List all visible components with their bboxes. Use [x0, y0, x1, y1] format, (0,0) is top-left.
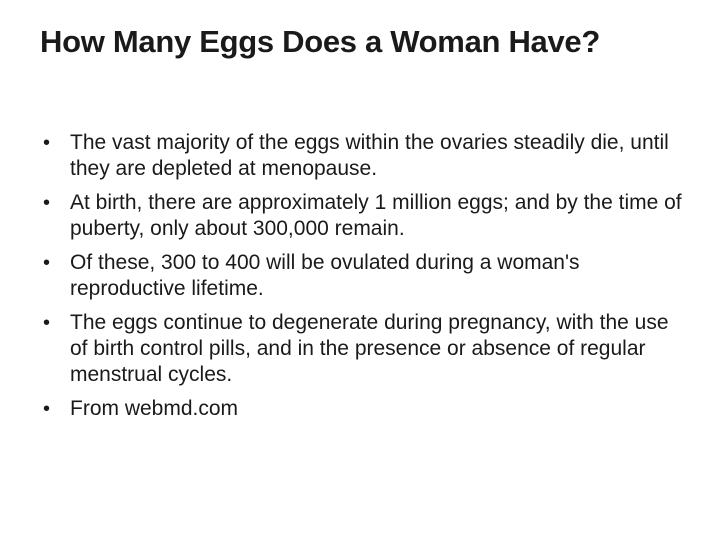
- bullet-item: [40, 396, 690, 422]
- bullet-item: [40, 190, 690, 242]
- bullet-icon: •: [43, 312, 51, 334]
- bullet-item: [40, 130, 690, 182]
- bullet-text: From webmd.com: [70, 397, 239, 420]
- bullet-icon: •: [43, 252, 51, 274]
- bullet-icon: •: [43, 132, 51, 154]
- bullet-text: At birth, there are approximately 1 million eggs; and by the time of puberty, only about 300,000 remain.: [70, 191, 682, 240]
- bullet-item: [40, 310, 690, 388]
- bullet-list: [40, 130, 690, 430]
- bullet-text: The eggs continue to degenerate during pregnancy, with the use of birth control pills, and in the presence or absence of regular menstrual cycles.: [70, 311, 669, 386]
- bullet-icon: •: [43, 192, 51, 214]
- bullet-text: The vast majority of the eggs within the ovaries steadily die, until they are depleted at menopause.: [70, 131, 669, 180]
- bullet-icon: •: [43, 398, 51, 420]
- slide-title: How Many Eggs Does a Woman Have?: [40, 24, 601, 59]
- bullet-item: [40, 250, 690, 302]
- bullet-text: Of these, 300 to 400 will be ovulated during a woman's reproductive lifetime.: [70, 251, 580, 300]
